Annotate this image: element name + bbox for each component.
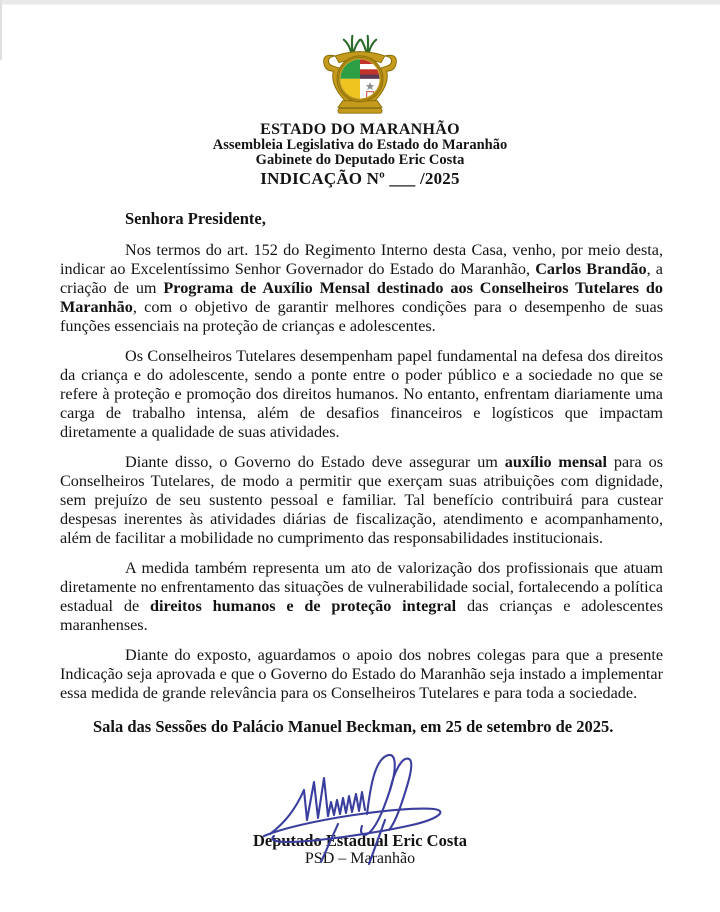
letterhead xyxy=(0,33,720,168)
org-office: Gabinete do Deputado Eric Costa xyxy=(255,152,465,168)
maranhao-coat-of-arms-icon xyxy=(312,33,408,117)
signer-name: Deputado Estadual Eric Costa xyxy=(252,831,468,850)
closing-line: Sala das Sessões do Palácio Manuel Beckman, em 25 de setembro de 2025. xyxy=(93,717,614,736)
paragraph-2: Os Conselheiros Tutelares desempenham papel fundamental na defesa dos direitos da criança e do adolescente, sendo a ponte entre o poder público e a sociedade no que se refere à proteção e promoção dos direitos humanos. No entanto, enfrentam diariamente uma carga de trabalho intensa, além de desafios financeiros e logísticos que impactam diretamente a qualidade de suas atividades. xyxy=(60,347,663,441)
paragraph-3: Diante disso, o Governo do Estado deve assegurar um auxílio mensal para os Conselheiros Tutelares, de modo a permitir que exerçam suas atribuições com dignidade, sem prejuízo de seu sustento pessoal e familiar. Tal benefício contribuirá para custear despesas inerentes às atividades diárias de fiscalização, atendimento e acompanhamento, além de facilitar a mobilidade no cumprimento das responsabilidades institucionais. xyxy=(60,453,664,547)
org-subname: Assembleia Legislativa do Estado do Maranhão xyxy=(212,137,508,153)
paragraph-4: A medida também representa um ato de valorização dos profissionais que atuam diretamente no enfrentamento das situações de vulnerabilidade social, fortalecendo a política estadual de direitos humanos e de proteção integral das crianças e adolescentes maranhenses. xyxy=(60,559,663,634)
document-title: INDICAÇÃO Nº ___ /2025 xyxy=(260,169,460,188)
signer-party: PSD – Maranhão xyxy=(304,850,416,867)
salutation: Senhora Presidente, xyxy=(125,209,266,228)
paragraph-5: Diante do exposto, aguardamos o apoio dos nobres colegas para que a presente Indicação seja aprovada e que o Governo do Estado do Maranhão seja instado a implementar essa medida de grande relevância para os Conselheiros Tutelares e para toda a sociedade. xyxy=(60,646,663,702)
document-body xyxy=(60,241,663,736)
org-name: ESTADO DO MARANHÃO xyxy=(260,121,460,138)
paragraph-1: Nos termos do art. 152 do Regimento Interno desta Casa, venho, por meio desta, indicar ao Excelentíssimo Senhor Governador do Estado do Maranhão, Carlos Brandão, a criação de um Programa de Auxílio Mensal destinado aos Conselheiros Tutelares do Maranhão, com o objetivo de garantir melhores condições para o desempenho de suas funções essenciais na proteção de crianças e adolescentes. xyxy=(60,241,663,335)
scan-artifact-top-strip xyxy=(0,0,720,5)
